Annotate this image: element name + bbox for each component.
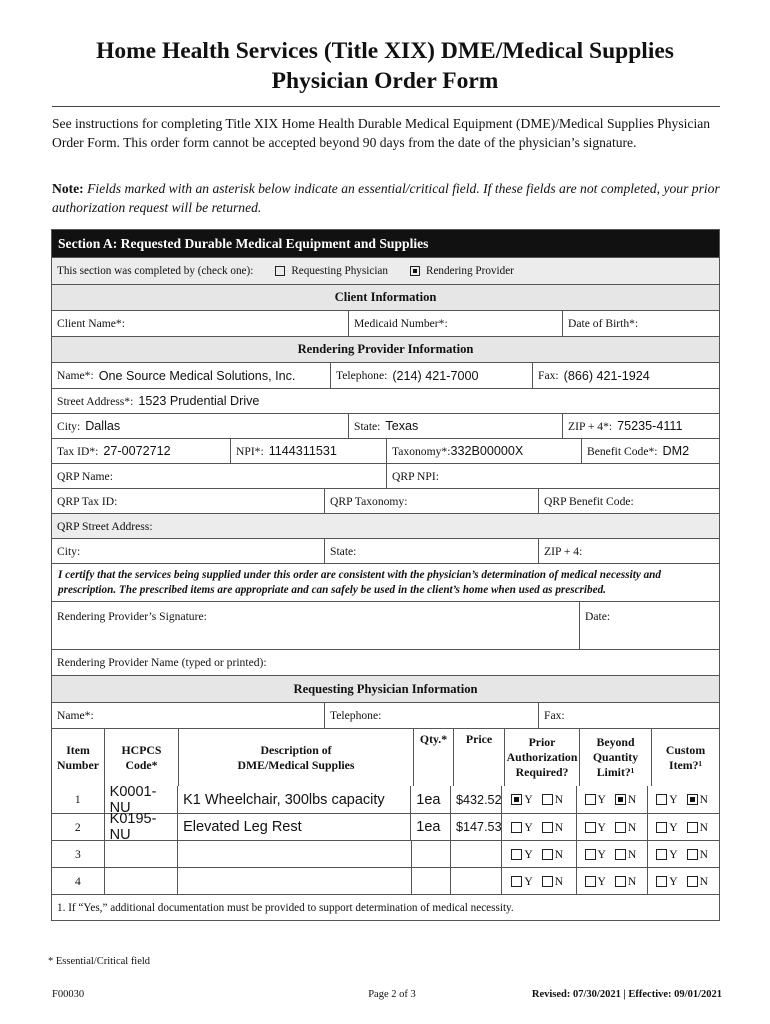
- beyond-qty-yes-label: Y: [597, 874, 606, 888]
- section-a-title: Section A: Requested Durable Medical Equipment and Supplies: [52, 230, 719, 257]
- rp-taxid-value: 27-0072712: [103, 444, 171, 458]
- beyond-qty-no-label: N: [627, 793, 637, 806]
- hcpcs-field[interactable]: K0195-NU: [104, 814, 177, 840]
- rp-city-value: Dallas: [85, 419, 121, 433]
- intro-text: See instructions for completing Title XIX Home Health Durable Medical Equipment (DME)/Medical Supplies Physician Order Form. This order form cannot be accepted beyond 90 days from the date of the physician’s signature.: [52, 116, 711, 150]
- qrp-zip-field[interactable]: ZIP + 4:: [538, 539, 719, 563]
- section-a-form: [51, 229, 720, 921]
- beyond-qty-no-checkbox[interactable]: [615, 794, 626, 805]
- rp-date-field[interactable]: Date:: [579, 602, 719, 649]
- rp-taxonomy-value: 332B00000X: [450, 444, 524, 458]
- rp-city-field[interactable]: City: Dallas: [57, 419, 121, 433]
- col-description: Description of DME/Medical Supplies: [178, 729, 413, 786]
- prior-auth-yes-checkbox[interactable]: [511, 876, 522, 887]
- custom-item-yes-label: Y: [669, 847, 678, 861]
- col-prior-auth: Prior Authorization Required?: [504, 729, 579, 786]
- prior-auth-yes-checkbox[interactable]: [511, 822, 522, 833]
- rp-telephone-value: (214) 421-7000: [392, 368, 479, 383]
- hcpcs-field[interactable]: [104, 841, 178, 867]
- rp-taxonomy-field[interactable]: Taxonomy*: 332B00000X: [386, 439, 581, 463]
- rp-name-field[interactable]: Name*: One Source Medical Solutions, Inc.: [57, 368, 296, 383]
- prior-auth-yes-label: Y: [524, 820, 533, 834]
- beyond-qty-no-label: N: [627, 874, 637, 888]
- custom-item-no-label: N: [699, 820, 709, 834]
- prior-auth-no-checkbox[interactable]: [542, 794, 553, 805]
- prior-auth-no-label: N: [554, 820, 564, 834]
- qrp-taxid-field[interactable]: QRP Tax ID:: [57, 494, 118, 508]
- price-field[interactable]: [450, 868, 501, 894]
- beyond-qty-no-label: N: [627, 847, 637, 861]
- rp-zip-value: 75235-4111: [617, 419, 683, 433]
- req-fax-field[interactable]: Fax:: [538, 703, 719, 728]
- beyond-qty: [576, 841, 648, 867]
- col-item-number: Item Number: [57, 742, 99, 772]
- requesting-physician-label: Requesting Physician: [291, 265, 388, 277]
- prior-auth-yes-label: Y: [524, 793, 533, 806]
- prior-auth-no-label: N: [554, 793, 564, 806]
- medicaid-number-field[interactable]: Medicaid Number*:: [348, 311, 562, 336]
- completed-by-row: [52, 258, 719, 284]
- item-row: [52, 840, 719, 867]
- rendering-provider-band: Rendering Provider Information: [52, 337, 719, 362]
- custom-item-no-label: N: [699, 793, 709, 806]
- beyond-qty-yes-checkbox[interactable]: [585, 822, 596, 833]
- qty-field[interactable]: 1ea: [410, 786, 450, 813]
- custom-item-yes-checkbox[interactable]: [656, 822, 667, 833]
- prior-auth-no-label: N: [554, 847, 564, 861]
- description-field[interactable]: K1 Wheelchair, 300lbs capacity: [177, 786, 410, 813]
- prior-auth: [501, 868, 576, 894]
- custom-item: [647, 868, 719, 894]
- page-number: Page 2 of 3: [368, 989, 416, 1000]
- page-footer: [52, 989, 722, 1000]
- requesting-physician-checkbox[interactable]: [275, 266, 285, 276]
- custom-item-no-checkbox[interactable]: [687, 849, 698, 860]
- rp-npi-field[interactable]: NPI*: 1144311531: [230, 439, 386, 463]
- hcpcs-field[interactable]: [104, 868, 178, 894]
- col-price: Price: [453, 729, 504, 786]
- custom-item-no-label: N: [699, 847, 708, 861]
- beyond-qty-yes-checkbox[interactable]: [585, 849, 596, 860]
- form-id: F00030: [52, 989, 85, 1000]
- item-number: 2: [74, 820, 81, 834]
- qrp-city-field[interactable]: City:: [57, 544, 81, 558]
- custom-item: [647, 786, 719, 813]
- custom-item-no-label: N: [699, 874, 708, 888]
- beyond-qty-yes-label: Y: [597, 847, 606, 861]
- prior-auth-yes-checkbox[interactable]: [511, 794, 522, 805]
- item-row: [52, 867, 719, 894]
- custom-item: [647, 814, 719, 840]
- prior-auth: [501, 786, 575, 813]
- prior-auth: [501, 814, 575, 840]
- col-hcpcs: HCPCS Code*: [104, 729, 178, 786]
- client-name-field[interactable]: Client Name*:: [57, 317, 125, 330]
- col-qty: Qty.*: [413, 729, 453, 786]
- beyond-qty: [576, 814, 648, 840]
- qrp-state-field[interactable]: State:: [324, 539, 538, 563]
- qty-field[interactable]: [411, 841, 451, 867]
- qrp-npi-field[interactable]: QRP NPI:: [386, 464, 719, 488]
- req-telephone-field[interactable]: Telephone:: [324, 703, 538, 728]
- rp-fax-field[interactable]: Fax: (866) 421-1924: [532, 363, 719, 388]
- essential-field-note: * Essential/Critical field: [48, 956, 151, 967]
- price-field[interactable]: [450, 841, 501, 867]
- rp-state-field[interactable]: State: Texas: [348, 414, 562, 438]
- title-line-2: Physician Order Form: [271, 68, 499, 94]
- custom-item-no-checkbox[interactable]: [687, 794, 698, 805]
- date-of-birth-field[interactable]: Date of Birth*:: [562, 311, 719, 336]
- beyond-qty-yes-label: Y: [597, 820, 606, 834]
- rendering-provider-checkbox[interactable]: [410, 266, 420, 276]
- custom-item-yes-checkbox[interactable]: [656, 849, 667, 860]
- description-field[interactable]: Elevated Leg Rest: [177, 814, 410, 840]
- title-line-1: Home Health Services (Title XIX) DME/Medical Supplies: [96, 38, 674, 64]
- hcpcs-field[interactable]: K0001-NU: [104, 786, 177, 813]
- rp-benefit-value: DM2: [662, 444, 690, 458]
- prior-auth-yes-checkbox[interactable]: [511, 849, 522, 860]
- beyond-qty-no-label: N: [627, 820, 637, 834]
- rp-street-value: 1523 Prudential Drive: [138, 394, 260, 408]
- rp-name-value: One Source Medical Solutions, Inc.: [98, 368, 296, 383]
- rp-state-value: Texas: [385, 419, 419, 433]
- item-number: 3: [74, 847, 81, 861]
- qrp-name-field[interactable]: QRP Name:: [57, 469, 113, 483]
- prior-auth-yes-label: Y: [524, 874, 533, 888]
- note-text: Fields marked with an asterisk below indicate an essential/critical field. If these fields are not completed, your prior authorization request will be returned.: [52, 181, 720, 215]
- client-info-band: Client Information: [52, 285, 719, 310]
- beyond-qty: [576, 786, 648, 813]
- beyond-qty-yes-checkbox[interactable]: [585, 794, 596, 805]
- rp-npi-value: 1144311531: [268, 444, 337, 458]
- custom-item-yes-label: Y: [669, 793, 678, 806]
- rp-taxid-field[interactable]: Tax ID*: 27-0072712: [57, 444, 171, 458]
- custom-item-yes-label: Y: [669, 874, 678, 888]
- qty-field[interactable]: [411, 868, 451, 894]
- col-beyond-qty: Beyond Quantity Limit?¹: [579, 729, 651, 786]
- beyond-qty-no-checkbox[interactable]: [615, 822, 626, 833]
- item-number: 1: [74, 793, 81, 806]
- rp-signature-field[interactable]: Rendering Provider’s Signature:: [57, 610, 207, 623]
- requesting-physician-band: Requesting Physician Information: [52, 676, 719, 702]
- page-title: [0, 36, 770, 96]
- yes-footnote: 1. If “Yes,” additional documentation must be provided to support determination of medical necessity.: [57, 901, 514, 914]
- rp-name-typed-field[interactable]: Rendering Provider Name (typed or printed):: [57, 656, 267, 669]
- req-name-field[interactable]: Name*:: [57, 709, 94, 722]
- prior-auth-yes-label: Y: [524, 847, 533, 861]
- description-field[interactable]: [177, 868, 410, 894]
- items-header-row: [52, 728, 719, 786]
- beyond-qty-yes-checkbox[interactable]: [585, 876, 596, 887]
- qrp-taxonomy-field[interactable]: QRP Taxonomy:: [324, 489, 538, 513]
- rp-telephone-field[interactable]: Telephone: (214) 421-7000: [330, 363, 532, 388]
- title-divider: [52, 106, 720, 107]
- rendering-provider-label: Rendering Provider: [425, 265, 514, 277]
- item-row: [52, 783, 719, 816]
- description-field[interactable]: [177, 841, 410, 867]
- prior-auth-no-label: N: [554, 874, 564, 888]
- beyond-qty: [576, 868, 648, 894]
- prior-auth-no-checkbox[interactable]: [542, 849, 553, 860]
- beyond-qty-no-checkbox[interactable]: [615, 876, 626, 887]
- prior-auth-no-checkbox[interactable]: [542, 876, 553, 887]
- qrp-street-field[interactable]: QRP Street Address:: [57, 519, 153, 533]
- custom-item-yes-checkbox[interactable]: [656, 794, 667, 805]
- qrp-benefit-field[interactable]: QRP Benefit Code:: [538, 489, 719, 513]
- custom-item-no-checkbox[interactable]: [687, 822, 698, 833]
- completed-by-label: This section was completed by (check one):: [57, 265, 254, 277]
- prior-auth-no-checkbox[interactable]: [542, 822, 553, 833]
- col-custom: Custom Item?¹: [651, 729, 719, 786]
- rp-benefit-field[interactable]: Benefit Code*: DM2: [581, 439, 719, 463]
- item-row: [52, 811, 719, 843]
- custom-item: [647, 841, 719, 867]
- price-field[interactable]: $432.52: [450, 786, 501, 813]
- qty-field[interactable]: 1ea: [410, 814, 450, 840]
- custom-item-yes-checkbox[interactable]: [656, 876, 667, 887]
- beyond-qty-no-checkbox[interactable]: [615, 849, 626, 860]
- note: [52, 180, 720, 217]
- rp-fax-value: (866) 421-1924: [563, 368, 650, 383]
- item-number: 4: [74, 874, 81, 888]
- prior-auth: [501, 841, 576, 867]
- rp-street-field[interactable]: Street Address*: 1523 Prudential Drive: [57, 394, 260, 408]
- rp-zip-field[interactable]: ZIP + 4*: 75235-4111: [562, 414, 719, 438]
- custom-item-no-checkbox[interactable]: [687, 876, 698, 887]
- price-field[interactable]: $147.53: [450, 814, 501, 840]
- revision-date: Revised: 07/30/2021 | Effective: 09/01/2021: [531, 989, 722, 1000]
- certification-statement: I certify that the services being supplied under this order are consistent with the physician’s determination of medical necessity and prescription. The prescribed items are appropriate and can safely be used in the client’s home when used as prescribed.: [58, 569, 661, 596]
- note-label: Note:: [52, 181, 84, 196]
- custom-item-yes-label: Y: [669, 820, 678, 834]
- beyond-qty-yes-label: Y: [597, 793, 606, 806]
